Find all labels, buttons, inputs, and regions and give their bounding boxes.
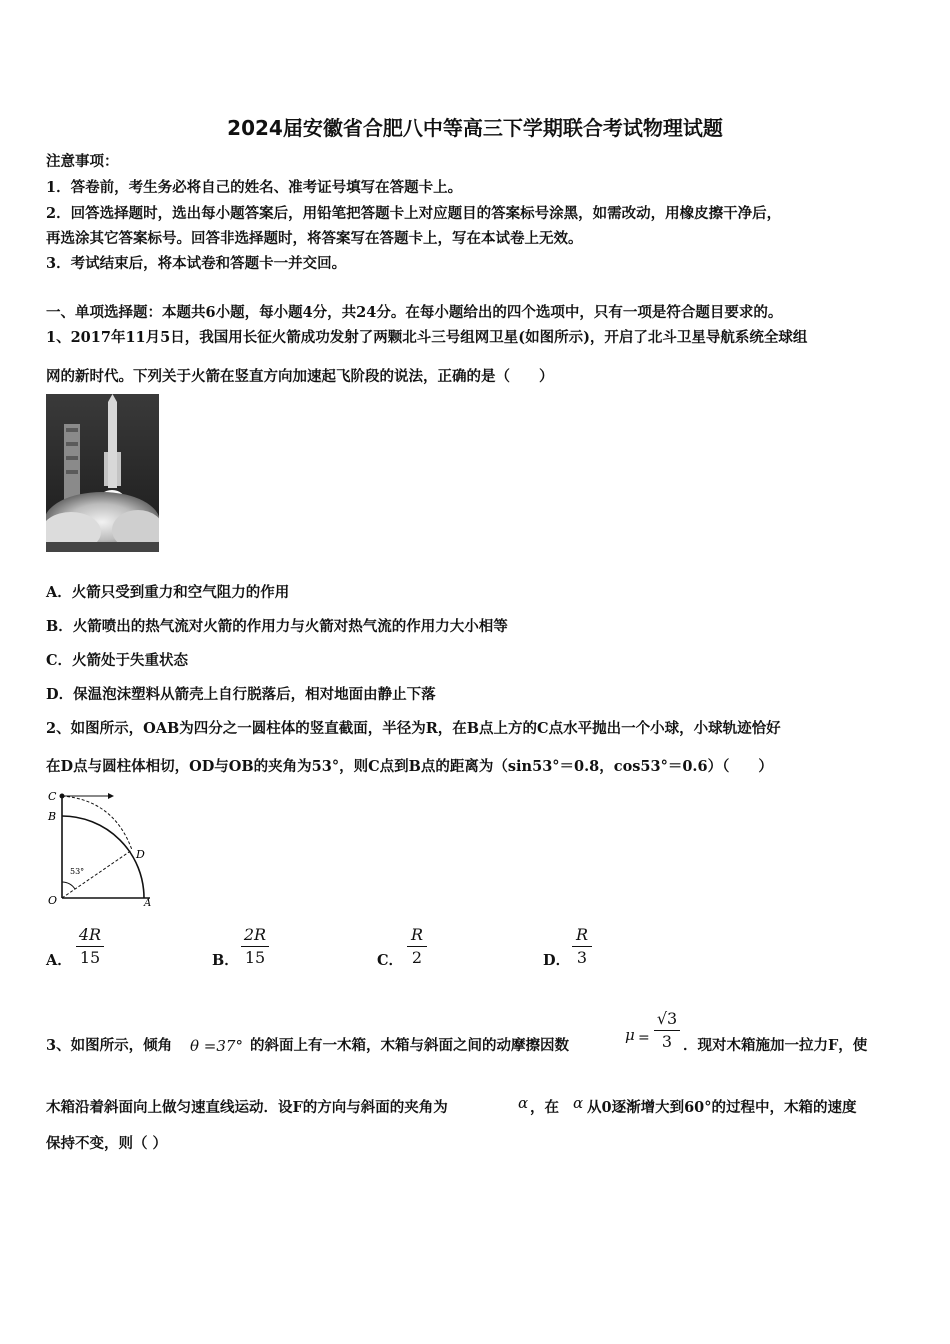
label-b: B [48,810,57,823]
q2-option-d-label: D． [543,952,571,969]
q1-option-a: A．火箭只受到重力和空气阻力的作用 [46,584,290,601]
q1-stem-line1: 1、2017年11月5日，我国用长征火箭成功发射了两颗北斗三号组网卫星(如图所示)，开启了北斗卫星导航系统全球组 [46,329,808,346]
q3-mu-equals: = [638,1030,650,1046]
q2-option-d-den: 3 [576,948,588,967]
q2-option-a-label: A． [46,952,72,969]
q3-mu-den: 3 [661,1032,673,1051]
q2-stem-line2: 在D点与圆柱体相切，OD与OB的夹角为53°，则C点到B点的距离为（sin53°＝0.8，cos53°＝0.6）（ ） [46,758,773,775]
notice-heading: 注意事项： [46,153,119,170]
q2-option-c-label: C． [377,952,404,969]
q3-theta: θ =37° [190,1037,243,1055]
q1-option-b: B．火箭喷出的热气流对火箭的作用力与火箭对热气流的作用力大小相等 [46,618,508,635]
q2-option-c-fraction [407,926,427,967]
q1-stem-line2: 网的新时代。下列关于火箭在竖直方向加速起飞阶段的说法，正确的是（ ） [46,368,554,385]
q3-line2-b: ，在 [530,1099,559,1116]
label-c: C [48,790,57,803]
q2-option-a-num: 4R [78,925,102,944]
section-heading: 一、单项选择题：本题共6小题，每小题4分，共24分。在每小题给出的四个选项中，只有一项是符合题目要求的。 [46,304,783,321]
angle-label: 53° [70,867,85,876]
rocket-launch-photo [46,394,159,552]
notice-item-3: 3．考试结束后，将本试卷和答题卡一并交回。 [46,255,347,272]
q3-alpha-1: α [518,1094,529,1112]
q2-option-c-den: 2 [411,948,423,967]
label-a: A [144,898,152,906]
quarter-circle-diagram [44,786,164,906]
label-o: O [48,894,58,906]
q3-line2-a: 木箱沿着斜面向上做匀速直线运动．设F的方向与斜面的夹角为 [46,1099,448,1116]
q3-line2-c: 从0逐渐增大到60°的过程中，木箱的速度 [587,1099,857,1116]
q1-option-c: C．火箭处于失重状态 [46,652,189,669]
notice-item-2-cont: 再选涂其它答案标号。回答非选择题时，将答案写在答题卡上，写在本试卷上无效。 [46,230,583,247]
q2-option-c-num: R [410,925,424,944]
q3-mu-num: √3 [656,1009,678,1028]
page-title: 2024届安徽省合肥八中等高三下学期联合考试物理试题 [227,116,723,140]
q2-stem-line1: 2、如图所示，OAB为四分之一圆柱体的竖直截面，半径为R，在B点上方的C点水平抛出一个小球，小球轨迹恰好 [46,720,781,737]
q3-alpha-2: α [573,1094,584,1112]
q2-option-b-num: 2R [243,925,267,944]
q3-mu-fraction [654,1010,680,1051]
q2-option-b-fraction [241,926,269,967]
q2-option-b-den: 15 [244,948,266,967]
notice-item-1: 1．答卷前，考生务必将自己的姓名、准考证号填写在答题卡上。 [46,179,463,196]
q2-option-b-label: B． [212,952,239,969]
q2-option-d-fraction [572,926,592,967]
q3-mu: μ [625,1026,635,1044]
q3-stem-part3: ．现对木箱施加一拉力F，使 [683,1037,868,1054]
q3-stem-part1: 3、如图所示，倾角 [46,1037,173,1054]
q2-option-a-den: 15 [79,948,101,967]
q3-stem-part2: 的斜面上有一木箱，木箱与斜面之间的动摩擦因数 [250,1037,569,1054]
q3-line3: 保持不变，则（ ） [46,1135,168,1152]
q2-option-a-fraction [76,926,104,967]
q1-option-d: D．保温泡沫塑料从箭壳上自行脱落后，相对地面由静止下落 [46,686,436,703]
label-d: D [136,848,145,861]
q2-option-d-num: R [575,925,589,944]
notice-item-2: 2．回答选择题时，选出每小题答案后，用铅笔把答题卡上对应题目的答案标号涂黑，如需改动，用橡皮擦干净后， [46,205,782,222]
